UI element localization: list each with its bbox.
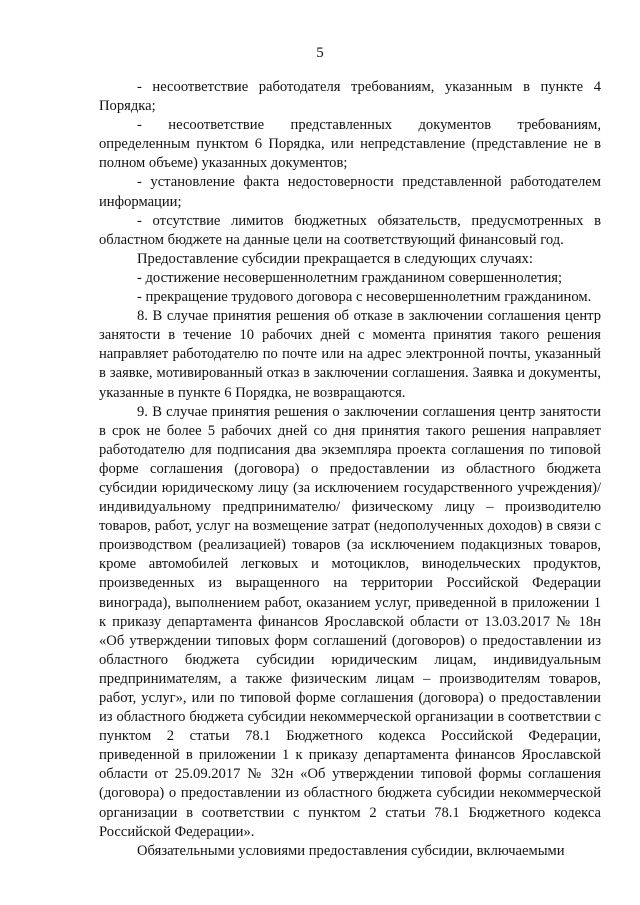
paragraph-coming-of-age: - достижение несовершеннолетним гражданином совершеннолетия; xyxy=(137,269,563,286)
paragraph-mandatory-conditions: Обязательными условиями предоставления субсидии, включаемыми xyxy=(137,842,565,859)
paragraph-contract-termination: - прекращение трудового договора с несовершеннолетним гражданином. xyxy=(137,289,592,306)
paragraph-termination-heading: Предоставление субсидии прекращается в следующих случаях: xyxy=(137,250,533,267)
paragraph-documents-noncompliance: - несоответствие представленных документов требованиям, определенным пунктом 6 Порядка, или непредставление (представление не в полном объеме) указанных документов; xyxy=(99,117,601,172)
paragraph-false-information: - установление факта недостоверности представленной работодателем информации; xyxy=(99,174,601,210)
page-number: 5 xyxy=(316,45,324,61)
paragraph-budget-limits: - отсутствие лимитов бюджетных обязательств, предусмотренных в областном бюджете на данные цели на соответствующий финансовый год. xyxy=(99,212,601,248)
document-body xyxy=(99,78,601,861)
paragraph-item-9: 9. В случае принятия решения о заключении соглашения центр занятости в срок не более 5 рабочих дней со дня принятия такого решения направляет работодателю для подписания два экземпляра проекта соглашения по типовой форме соглашения (договора) о предоставлении из областного бюджета субсидии юридическому лицу (за исключением государственного учреждения)/ индивидуальному предпринимателю/ физическому лицу – производителю товаров, работ, услуг на возмещение затрат (недополученных доходов) в связи с производством (реализацией) товаров (за исключением подакцизных товаров, кроме автомобилей легковых и мотоциклов, винодельческих продуктов, произведенных из выращенного на территории Российской Федерации винограда), выполнением работ, оказанием услуг, приведенной в приложении 1 к приказу департамента финансов Ярославской области от 13.03.2017 № 18н «Об утверждении типовых форм соглашений (договоров) о предоставлении из областного бюджета субсидии юридическим лицам, индивидуальным предпринимателям, а также физическим лицам – производителям товаров, работ, услуг», или по типовой форме соглашения (договора) о предоставлении из областного бюджета субсидии некоммерческой организации в соответствии с пунктом 2 статьи 78.1 Бюджетного кодекса Российской Федерации, приведенной в приложении 1 к приказу департамента финансов Ярославской области от 25.09.2017 № 32н «Об утверждении типовой формы соглашения (договора) о предоставлении из областного бюджета субсидии некоммерческой организации в соответствии с пунктом 2 статьи 78.1 Бюджетного кодекса Российской Федерации». xyxy=(99,403,601,840)
paragraph-employer-noncompliance: - несоответствие работодателя требованиям, указанным в пункте 4 Порядка; xyxy=(99,79,601,115)
paragraph-item-8: 8. В случае принятия решения об отказе в заключении соглашения центр занятости в течение 10 рабочих дней с момента принятия такого решения направляет работодателю по почте или на адрес электронной почты, указанный в заявке, мотивированный отказ в заключении соглашения. Заявка и документы, указанные в пункте 6 Порядка, не возвращаются. xyxy=(99,308,601,401)
